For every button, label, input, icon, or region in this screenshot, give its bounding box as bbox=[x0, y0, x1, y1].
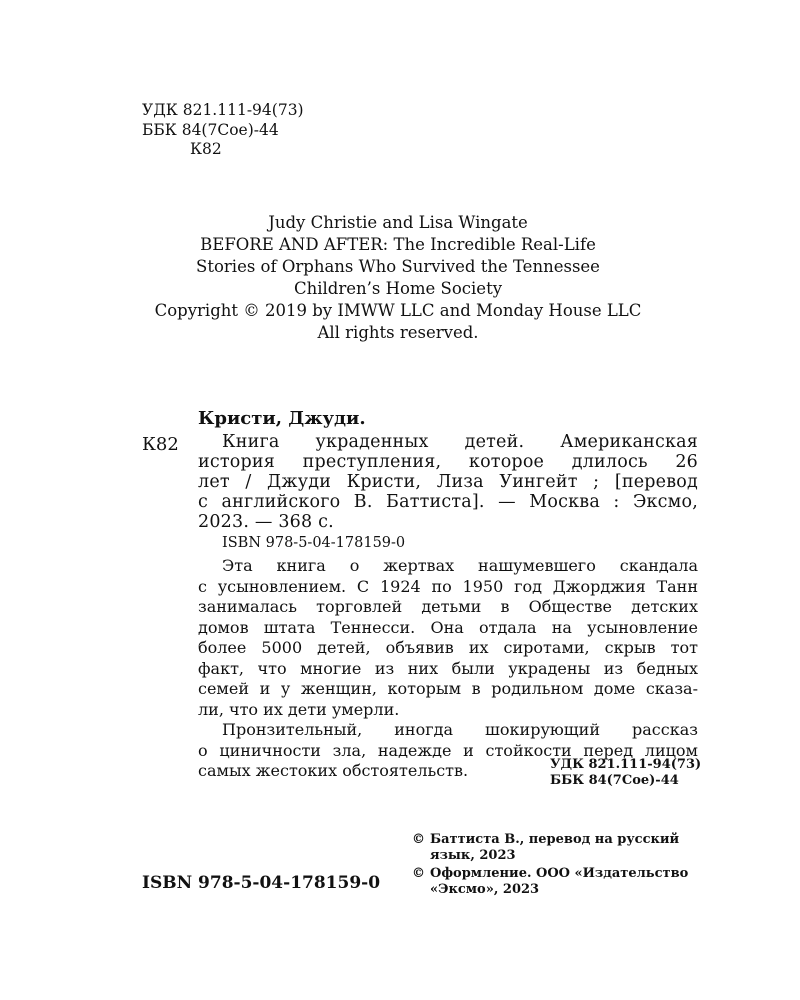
annotation-line: ли, что их дети умерли. bbox=[198, 699, 400, 719]
annotation bbox=[198, 556, 698, 782]
catalog-isbn: ISBN 978-5-04-178159-0 bbox=[222, 535, 406, 551]
copyright-notices bbox=[412, 832, 702, 900]
annotation-line: о циничности зла, надежде и стойкости перед лицом bbox=[198, 740, 698, 760]
bottom-udk: УДК 821.111-94(73) bbox=[550, 757, 702, 772]
classification-block bbox=[142, 101, 304, 160]
annotation-line: с усыновлением. С 1924 по 1950 год Джорджия Танн bbox=[198, 576, 698, 596]
original-authors: Judy Christie and Lisa Wingate bbox=[268, 213, 528, 232]
copyright-text: Баттиста В., перевод на русский язык, 2023 bbox=[430, 832, 680, 863]
catalog-line: лет / Джуди Кристи, Лиза Уингейт ; [перевод bbox=[198, 472, 698, 492]
catalog-line: история преступления, которое длилось 26 bbox=[198, 452, 698, 472]
original-title-line: BEFORE AND AFTER: The Incredible Real-Life bbox=[200, 235, 596, 254]
original-title-line: Children’s Home Society bbox=[293, 279, 503, 298]
annotation-line: домов штата Теннесси. Она отдала на усыновление bbox=[198, 617, 698, 637]
bbk-code: ББК 84(7Сое)-44 bbox=[142, 120, 279, 139]
catalog-line: 2023. — 368 с. bbox=[198, 512, 334, 532]
catalog-line: Книга украденных детей. Американская bbox=[222, 432, 698, 452]
annotation-line: семей и у женщин, которым в родильном доме сказа- bbox=[198, 679, 698, 698]
udk-code: УДК 821.111-94(73) bbox=[142, 101, 304, 119]
isbn-main: ISBN 978-5-04-178159-0 bbox=[142, 873, 381, 893]
copyright-text: Оформление. ООО «Издательство «Эксмо», 2023 bbox=[430, 866, 689, 897]
original-copyright: Copyright © 2019 by IMWW LLC and Monday House LLC bbox=[154, 301, 642, 320]
catalog-line: с английского В. Баттиста]. — Москва : Эксмо, bbox=[198, 492, 698, 512]
author-mark: К82 bbox=[190, 140, 222, 158]
copyright-item bbox=[412, 866, 702, 898]
annotation-line: самых жестоких обстоятельств. bbox=[198, 761, 469, 780]
bottom-bbk: ББК 84(7Сое)-44 bbox=[550, 772, 679, 788]
catalog-author-mark: К82 bbox=[142, 434, 179, 455]
original-rights: All rights reserved. bbox=[317, 323, 479, 342]
annotation-line: Пронзительный, иногда шокирующий рассказ bbox=[222, 720, 698, 739]
bottom-classification bbox=[550, 757, 701, 788]
original-title-line: Stories of Orphans Who Survived the Tennessee bbox=[196, 257, 600, 276]
annotation-line: Эта книга о жертвах нашумевшего скандала bbox=[222, 556, 698, 575]
copyright-icon: © bbox=[412, 832, 425, 847]
annotation-line: занималась торговлей детьми в Обществе детских bbox=[198, 597, 698, 616]
copyright-item bbox=[412, 832, 702, 864]
annotation-line: более 5000 детей, объявив их сиротами, скрыв тот bbox=[198, 638, 698, 657]
copyright-icon: © bbox=[412, 866, 425, 881]
original-edition-block bbox=[100, 212, 696, 344]
catalog-description bbox=[198, 432, 698, 532]
annotation-line: факт, что многие из них были украдены из бедных bbox=[198, 658, 698, 678]
catalog-author-heading: Кристи, Джуди. bbox=[198, 408, 366, 429]
